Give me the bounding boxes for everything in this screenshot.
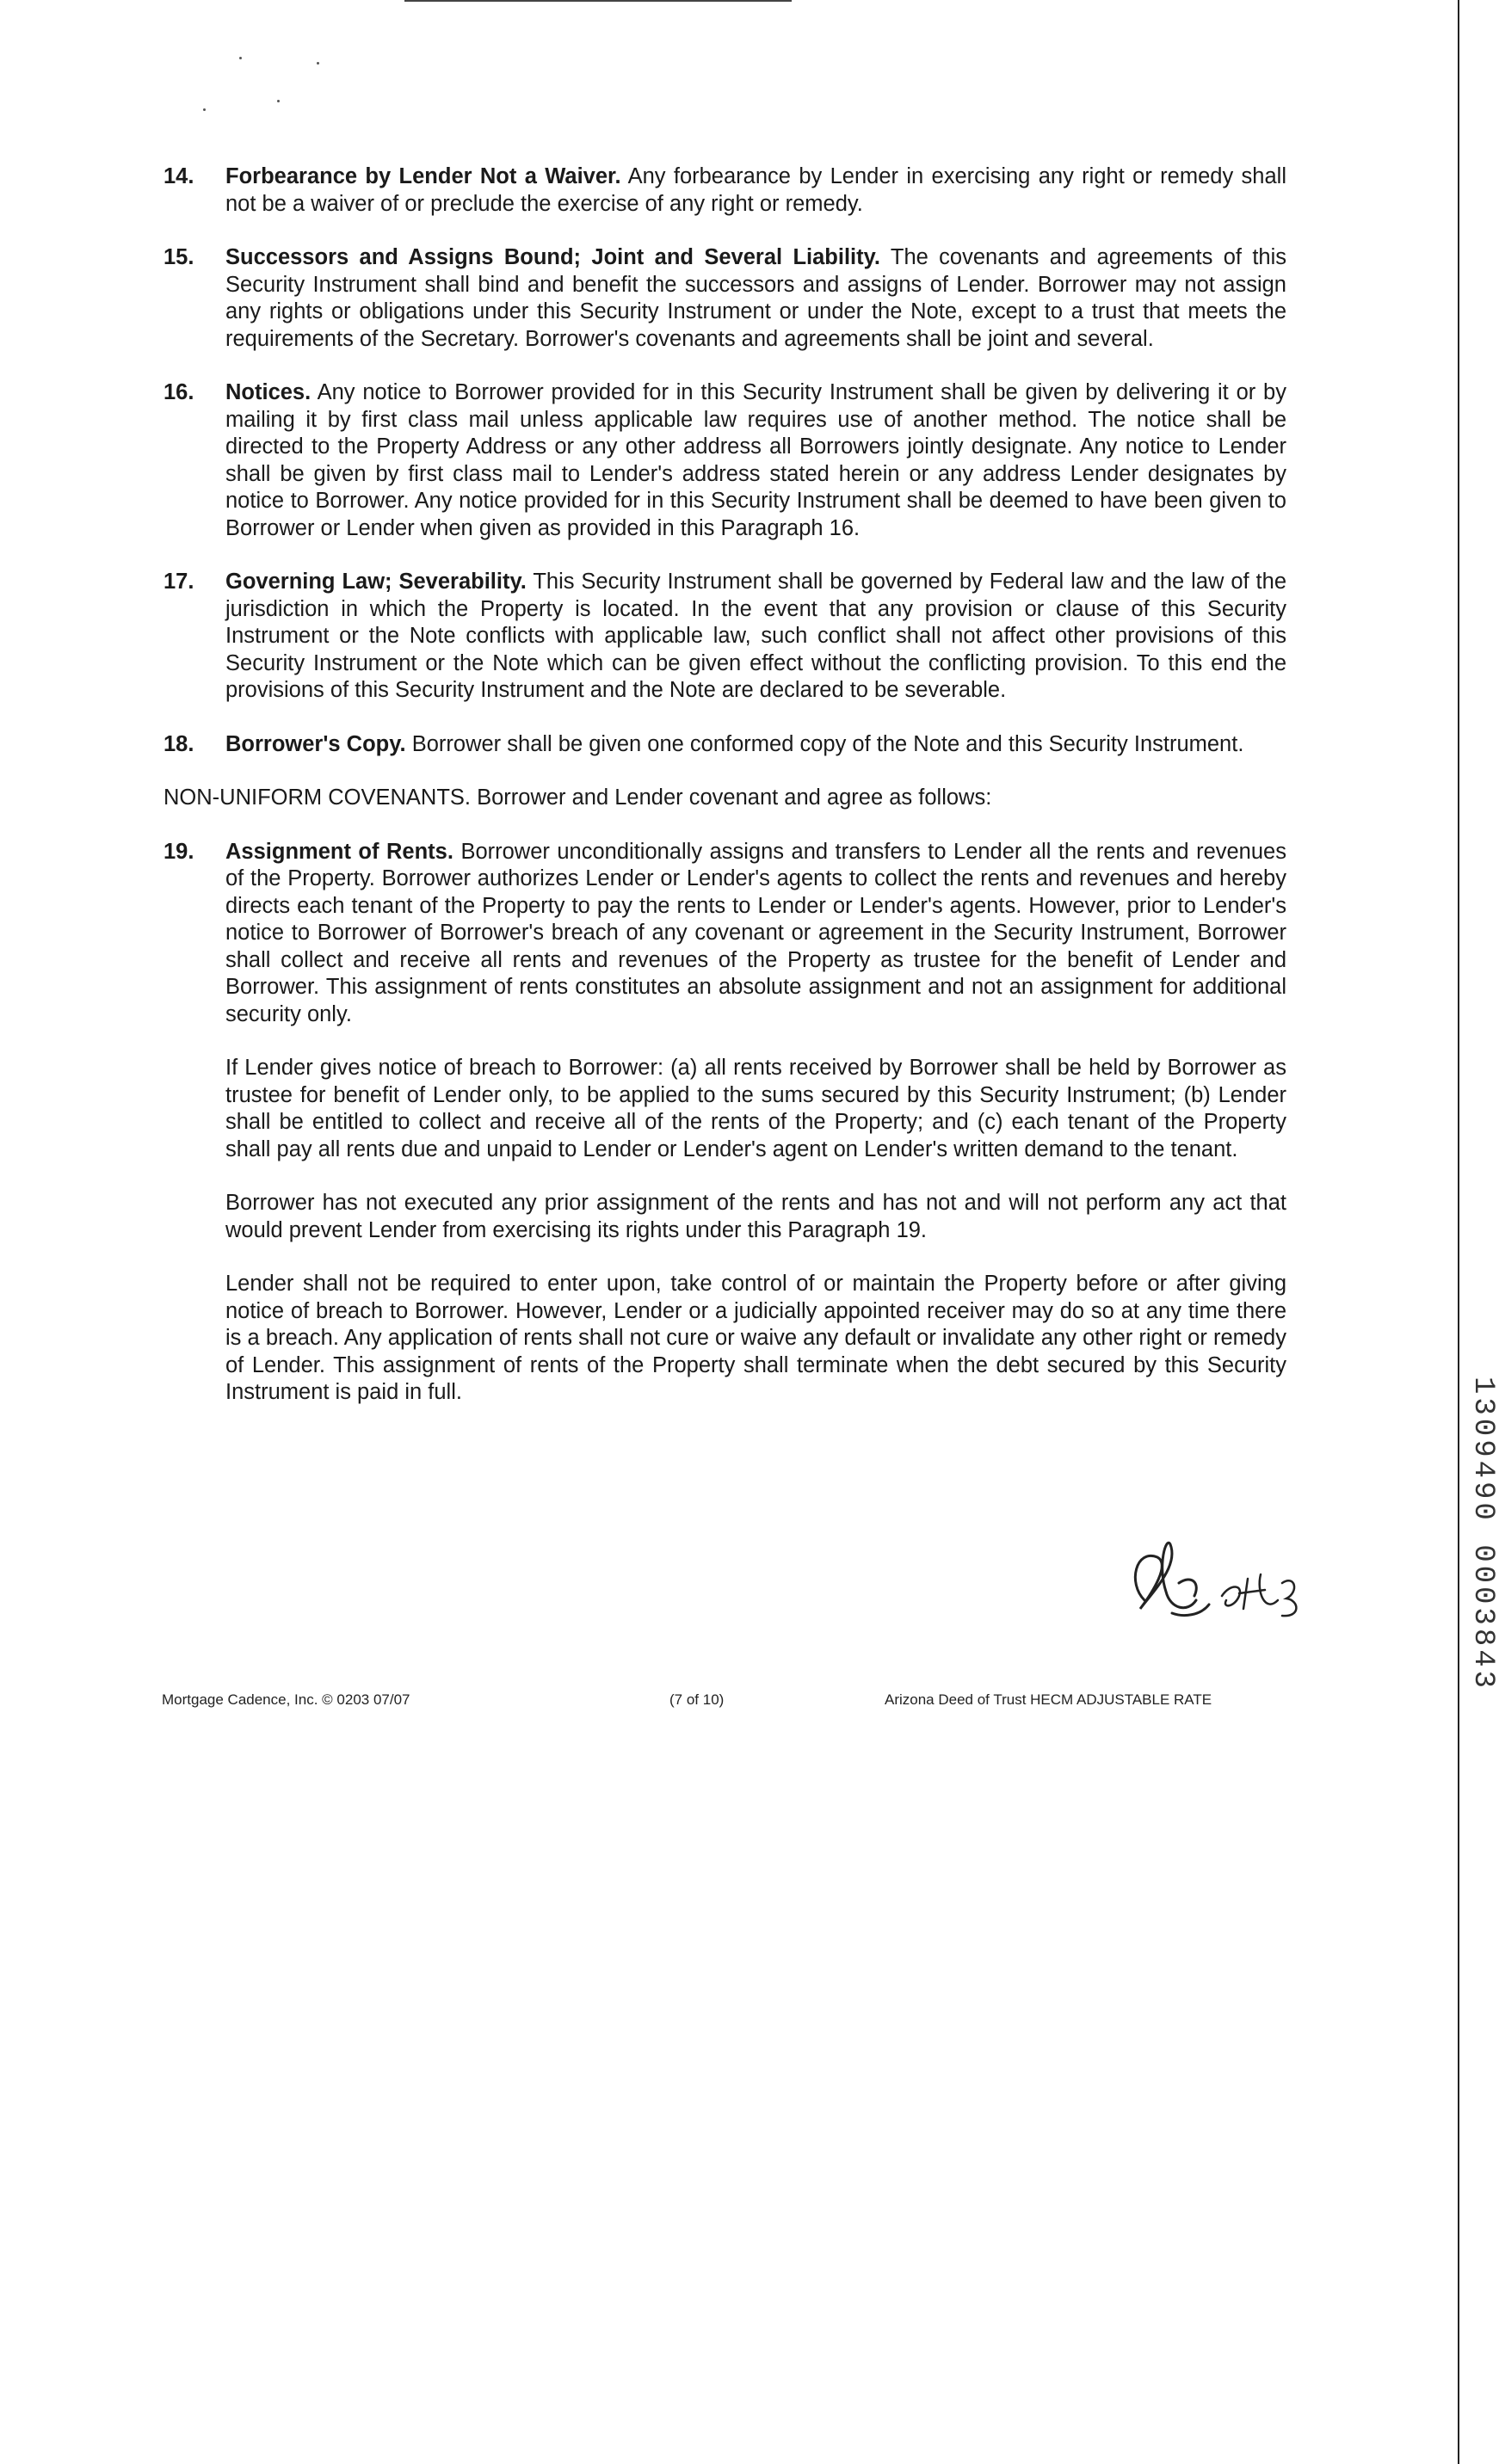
scan-speck bbox=[317, 62, 319, 65]
paragraph-19-sub-2: Borrower has not executed any prior assignment of the rents and has not and will not perform any act that would prevent Lender from exercising its rights under this Paragraph 19. bbox=[225, 1191, 1286, 1242]
paragraph-14 bbox=[163, 163, 1286, 218]
paragraph-19-sub-1: If Lender gives notice of breach to Borrower: (a) all rents received by Borrower shall be held by Borrower as trustee for benefit of Lender only, to be applied to the sums secured by this Security Instrument; (b) Lender shall be entitled to collect and receive all of the rents of the Property; and (c) each tenant of the Property shall pay all rents due and unpaid to Lender or Lender's agent on Lender's written demand to the tenant. bbox=[225, 1056, 1286, 1161]
paragraph-number: 14. bbox=[163, 164, 194, 188]
paragraph-heading: Borrower's Copy. bbox=[225, 731, 406, 756]
paragraph-number: 18. bbox=[163, 731, 194, 756]
paragraph-text: Borrower shall be given one conformed copy of the Note and this Security Instrument. bbox=[411, 731, 1244, 756]
footer-company: Mortgage Cadence, Inc. © 0203 07/07 bbox=[162, 1691, 410, 1708]
paragraph-16 bbox=[163, 379, 1286, 542]
handwritten-initials-signature bbox=[1119, 1531, 1317, 1635]
recording-number: 1309490 0003843 bbox=[1466, 1377, 1499, 1692]
paragraph-heading: Forbearance by Lender Not a Waiver. bbox=[225, 164, 621, 188]
paragraph-heading: Successors and Assigns Bound; Joint and Several Liability. bbox=[225, 245, 880, 269]
paragraph-18 bbox=[163, 731, 1286, 759]
paragraph-19 bbox=[163, 839, 1286, 1029]
paragraph-text: This Security Instrument shall be governed by Federal law and the law of the jurisdiction in which the Property is located. In the event that any provision or clause of this Security Instrument or the Note conflicts with applicable law, such conflict shall not affect other provisions of this Security Instrument or the Note which can be given effect without the conflicting provision. To this end the provisions of this Security Instrument and the Note are declared to be severable. bbox=[225, 570, 1287, 702]
recording-number-stamp bbox=[1387, 1377, 1499, 1692]
paragraph-heading: Assignment of Rents. bbox=[225, 839, 453, 864]
document-body bbox=[163, 163, 1286, 1433]
footer-page-number: (7 of 10) bbox=[669, 1691, 725, 1708]
paragraph-19-sub-3: Lender shall not be required to enter upon, take control of or maintain the Property before or after giving notice of breach to Borrower. However, Lender or a judicially appointed receiver may do so at any time there is a breach. Any application of rents shall not cure or waive any default or invalidate any other right or remedy of Lender. This assignment of rents of the Property shall terminate when the debt secured by this Security Instrument is paid in full. bbox=[225, 1272, 1286, 1404]
top-rule bbox=[404, 0, 792, 2]
paragraph-heading: Governing Law; Severability. bbox=[225, 570, 527, 594]
paragraph-number: 19. bbox=[163, 839, 194, 864]
paragraph-15 bbox=[163, 244, 1286, 353]
paragraph-heading: Notices. bbox=[225, 380, 312, 404]
paragraph-text: The covenants and agreements of this Security Instrument shall bind and benefit the successors and assigns of Lender. Borrower may not assign any rights or obligations under this Security Instrument or under the Note, except to a trust that meets the requirements of the Secretary. Borrower's covenants and agreements shall be joint and several. bbox=[225, 245, 1286, 351]
scan-speck bbox=[239, 57, 242, 59]
footer-document-title: Arizona Deed of Trust HECM ADJUSTABLE RATE bbox=[885, 1691, 1212, 1708]
paragraph-17 bbox=[163, 569, 1286, 705]
non-uniform-covenants: NON-UNIFORM COVENANTS. Borrower and Lender covenant and agree as follows: bbox=[163, 785, 992, 810]
paragraph-number: 17. bbox=[163, 570, 194, 594]
paragraph-text: Any notice to Borrower provided for in this Security Instrument shall be given by delivering it or by mailing it by first class mail unless applicable law requires use of another method. The notice shall be directed to the Property Address or any other address all Borrowers jointly designate. Any notice to Lender shall be given by first class mail to Lender's address stated herein or any address Lender designates by notice to Borrower. Any notice provided for in this Security Instrument shall be deemed to have been given to Borrower or Lender when given as provided in this Paragraph 16. bbox=[225, 380, 1286, 540]
paragraph-text: Any forbearance by Lender in exercising any right or remedy shall not be a waiver of or preclude the exercise of any right or remedy. bbox=[225, 164, 1286, 216]
paragraph-number: 15. bbox=[163, 245, 194, 269]
scan-speck bbox=[203, 108, 206, 111]
paragraph-number: 16. bbox=[163, 380, 194, 404]
right-border bbox=[1458, 0, 1459, 2464]
paragraph-text: Borrower unconditionally assigns and transfers to Lender all the rents and revenues of the Property. Borrower authorizes Lender or Lender's agents to collect the rents and revenues and hereby directs each tenant of the Property to pay the rents to Lender or Lender's agents. However, prior to Lender's notice to Borrower of Borrower's breach of any covenant or agreement in the Security Instrument, Borrower shall collect and receive all rents and revenues of the Property as trustee for the benefit of Lender and Borrower. This assignment of rents constitutes an absolute assignment and not an assignment for additional security only. bbox=[225, 839, 1286, 1026]
scan-speck bbox=[277, 100, 280, 102]
